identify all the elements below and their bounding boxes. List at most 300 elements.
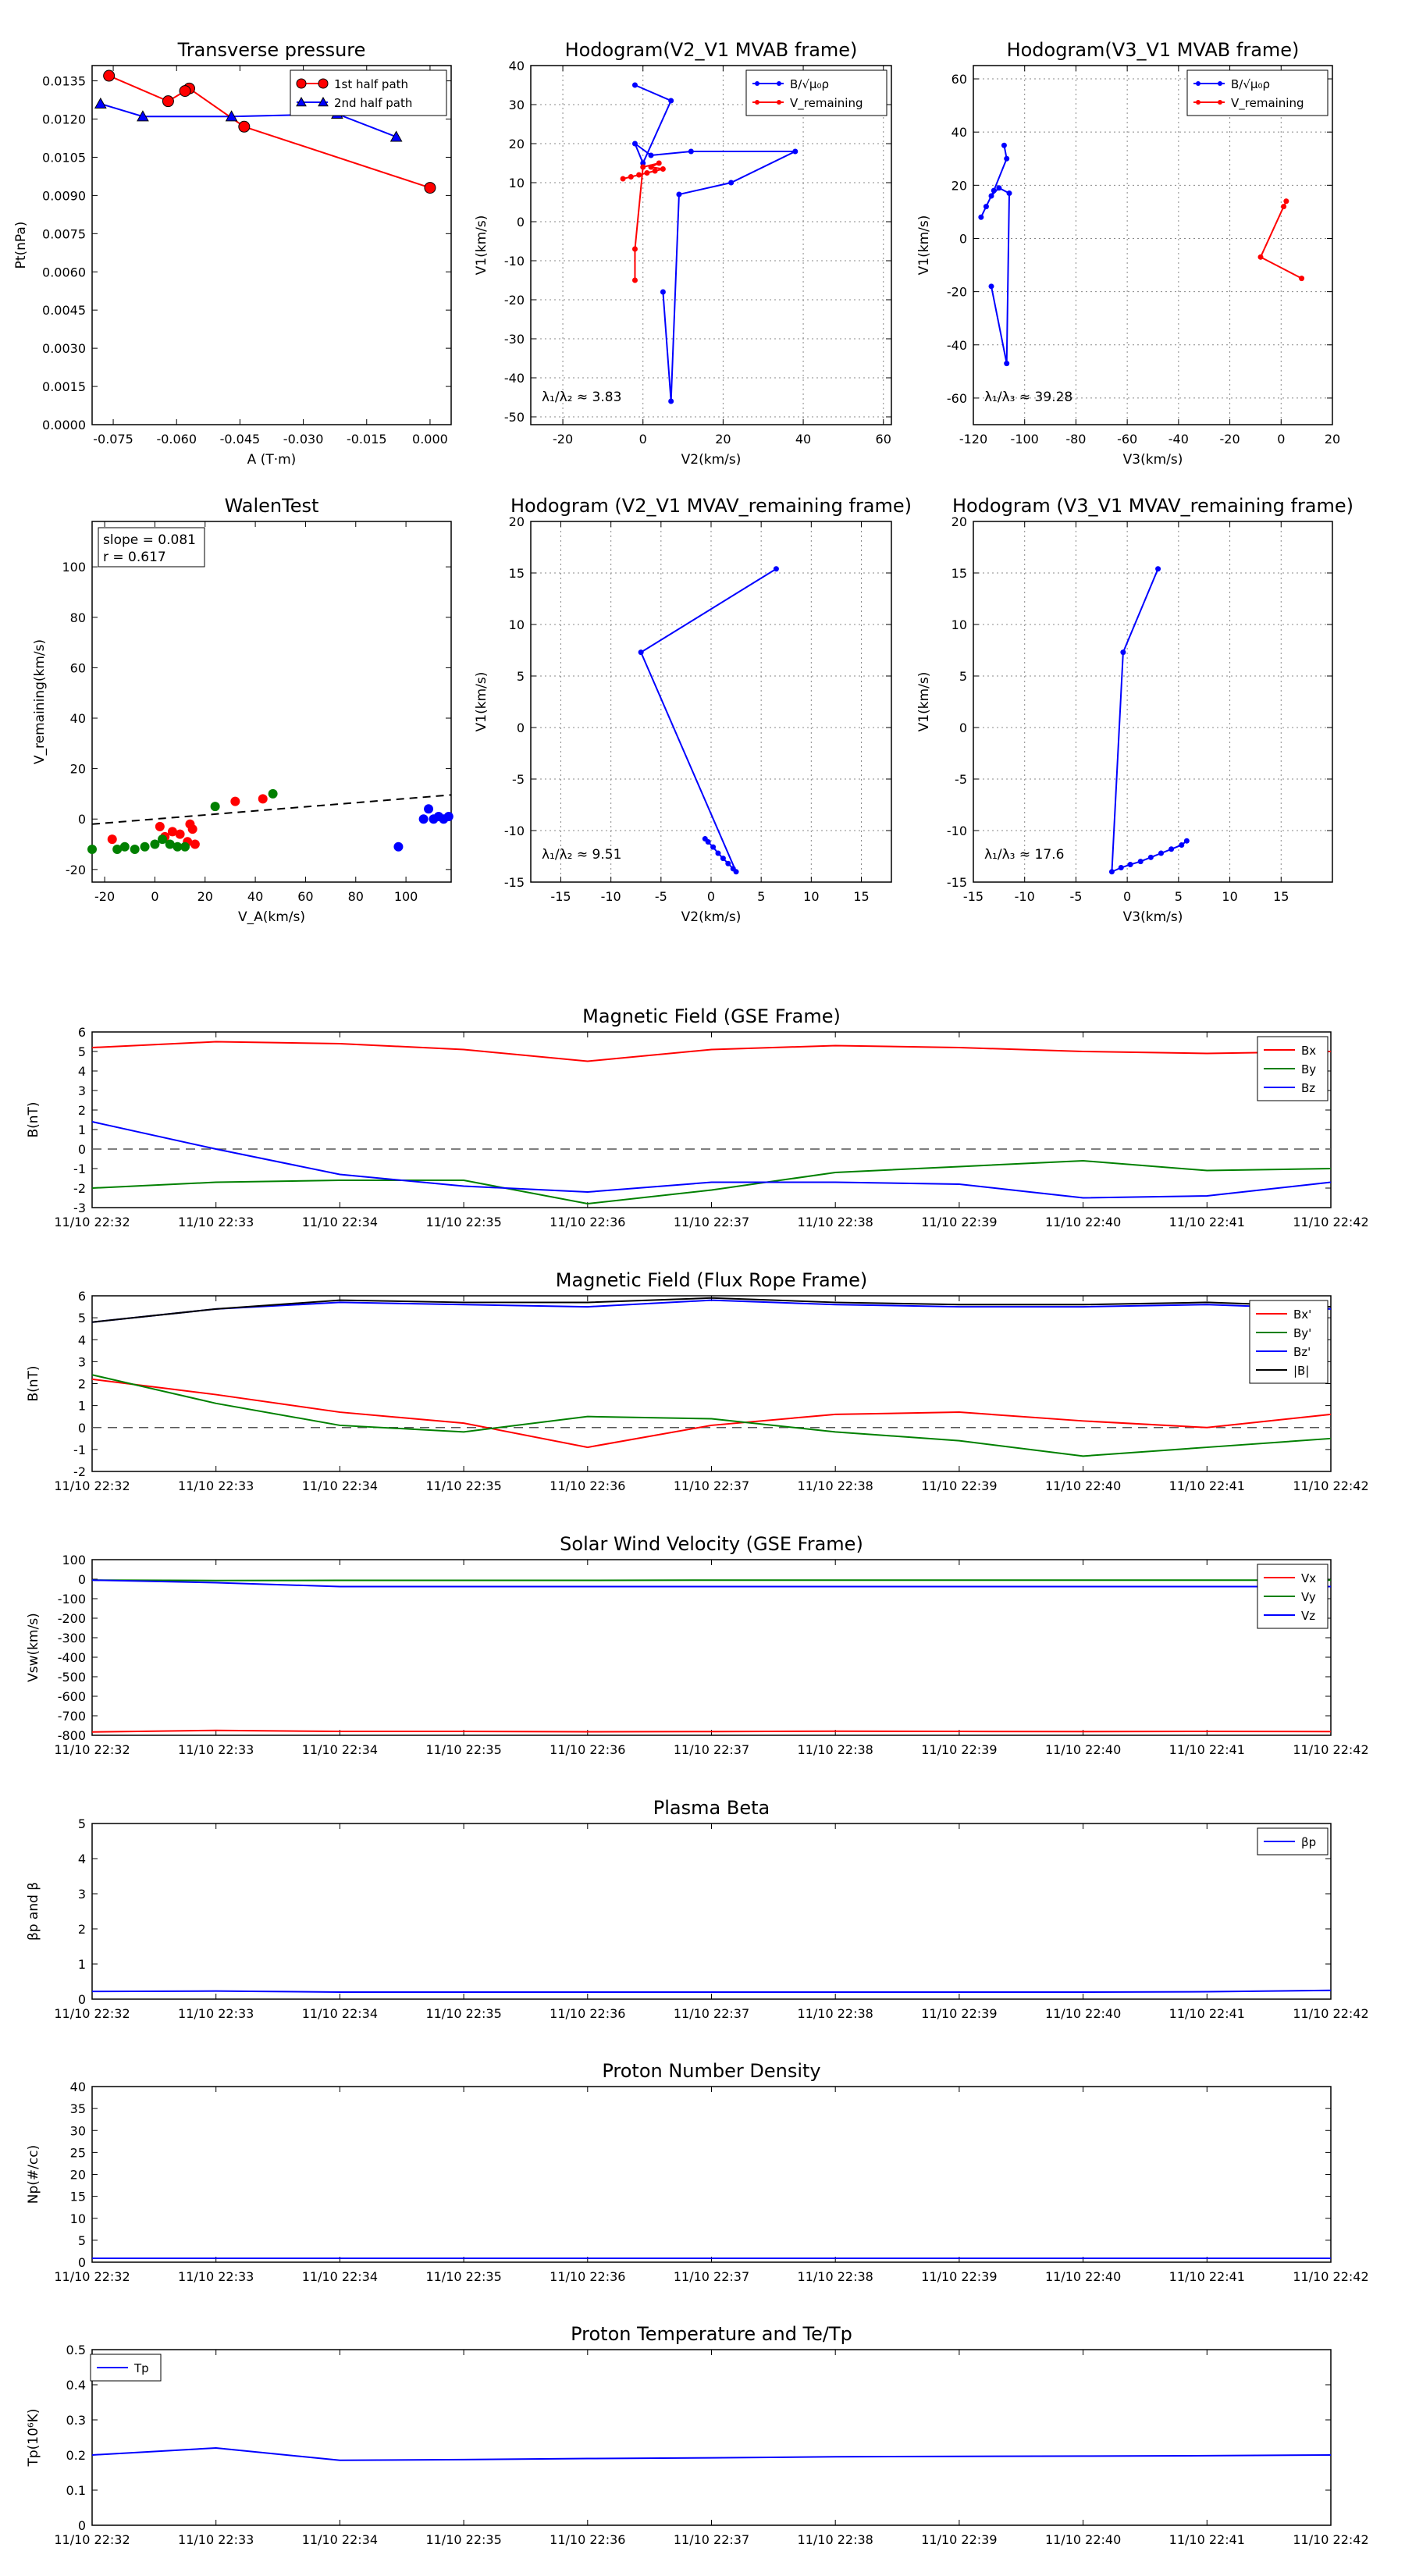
x-tick-label: -0.060: [156, 432, 197, 447]
y-tick-label: 10: [508, 176, 525, 190]
x-tick-label: 15: [853, 889, 870, 904]
y-tick-label: 0.0120: [42, 112, 86, 127]
chart-mag_gse: [26, 1005, 1369, 1229]
y-tick-label: 40: [951, 125, 967, 141]
time-tick-label: 11/10 22:34: [301, 1215, 379, 1229]
x-axis-label: V3(km/s): [1122, 909, 1183, 925]
y-tick-label: 0.0060: [42, 265, 86, 280]
x-tick-label: -10: [1014, 889, 1035, 904]
y-tick-label: 3: [77, 1083, 86, 1098]
legend-label: Vx: [1301, 1571, 1317, 1585]
data-point: [180, 842, 190, 852]
x-tick-label: 10: [1222, 889, 1238, 904]
y-tick-label: 1: [77, 1123, 86, 1137]
x-tick-label: -20: [552, 432, 574, 447]
y-tick-label: 10: [69, 2211, 86, 2226]
y-tick-label: 0.0045: [42, 303, 86, 318]
data-point: [777, 81, 781, 86]
fit-line: [92, 795, 451, 824]
plot-frame: [531, 521, 891, 882]
data-point: [1218, 81, 1222, 86]
series-line: [981, 145, 1009, 363]
time-tick-label: 11/10 22:34: [301, 2269, 379, 2284]
y-tick-label: 2: [77, 1103, 86, 1118]
y-tick-label: 5: [516, 669, 525, 684]
data-point: [130, 845, 140, 854]
y-tick-label: 0.0075: [42, 226, 86, 242]
y-tick-label: -30: [503, 332, 525, 347]
time-tick-label: 11/10 22:37: [673, 1215, 750, 1229]
time-tick-label: 11/10 22:32: [54, 2532, 130, 2547]
data-point: [1196, 81, 1200, 86]
y-tick-label: 15: [69, 2189, 86, 2204]
time-tick-label: 11/10 22:39: [921, 2269, 998, 2284]
data-point: [1128, 862, 1133, 867]
data-point: [1155, 566, 1161, 571]
time-tick-label: 11/10 22:41: [1168, 2006, 1245, 2021]
legend-label: Bz': [1293, 1345, 1311, 1359]
legend-label: B/√μ₀ρ: [790, 77, 829, 91]
time-tick-label: 11/10 22:35: [425, 2269, 502, 2284]
x-tick-label: 80: [347, 889, 364, 904]
data-point: [391, 131, 402, 141]
y-tick-label: 0: [516, 215, 525, 229]
chart-tpt: [26, 2323, 1369, 2547]
y-tick-label: 40: [69, 2080, 86, 2094]
data-point: [755, 81, 759, 86]
data-point: [731, 866, 736, 871]
x-tick-label: -0.075: [93, 432, 133, 447]
data-point: [1258, 254, 1264, 260]
legend-label: Vy: [1301, 1590, 1316, 1604]
y-tick-label: -3: [73, 1201, 86, 1215]
plot-frame: [973, 66, 1332, 425]
y-tick-label: 5: [77, 1311, 86, 1326]
time-tick-label: 11/10 22:41: [1168, 1215, 1245, 1229]
time-tick-label: 11/10 22:40: [1044, 2006, 1122, 2021]
y-tick-label: -50: [503, 410, 525, 425]
eigen-ratio-label: λ₁/λ₂ ≈ 3.83: [542, 390, 622, 405]
y-tick-label: 0: [77, 2255, 86, 2270]
chart-tp: [13, 39, 451, 468]
x-tick-label: -10: [600, 889, 621, 904]
y-tick-label: 1: [77, 1398, 86, 1414]
data-point: [1007, 190, 1012, 196]
data-point: [190, 840, 200, 849]
y-tick-label: 4: [77, 1332, 86, 1348]
legend-label: B/√μ₀ρ: [1231, 77, 1270, 91]
chart-walen: [32, 495, 454, 925]
x-tick-label: 100: [393, 889, 418, 904]
time-tick-label: 11/10 22:33: [178, 2269, 254, 2284]
data-point: [1283, 198, 1289, 204]
data-point: [632, 141, 638, 147]
time-tick-label: 11/10 22:36: [550, 2269, 626, 2284]
chart-h31: [916, 39, 1340, 468]
data-point: [108, 834, 117, 844]
chart-beta: [26, 1797, 1369, 2021]
data-point: [638, 649, 644, 655]
time-tick-label: 11/10 22:40: [1044, 2532, 1122, 2547]
x-tick-label: 5: [757, 889, 766, 904]
y-tick-label: -5: [512, 772, 525, 787]
chart-title: Proton Number Density: [602, 2060, 821, 2082]
y-tick-label: 20: [69, 761, 86, 777]
time-tick-label: 11/10 22:39: [921, 2532, 998, 2547]
chart-np: [26, 2060, 1369, 2284]
y-tick-label: 30: [508, 98, 525, 112]
time-tick-label: 11/10 22:37: [673, 2006, 750, 2021]
data-point: [1109, 869, 1115, 874]
y-tick-label: 0: [959, 231, 967, 247]
time-tick-label: 11/10 22:41: [1168, 2269, 1245, 2284]
chart-title: Solar Wind Velocity (GSE Frame): [560, 1533, 863, 1555]
x-tick-label: -15: [550, 889, 571, 904]
time-tick-label: 11/10 22:42: [1293, 1478, 1369, 1493]
chart-title: Hodogram(V3_V1 MVAB frame): [1006, 39, 1300, 61]
legend-label: 1st half path: [334, 77, 409, 91]
time-tick-label: 11/10 22:39: [921, 1742, 998, 1757]
data-point: [425, 183, 436, 194]
y-tick-label: 2: [77, 1376, 86, 1392]
y-tick-label: 0.0135: [42, 73, 86, 89]
time-tick-label: 11/10 22:40: [1044, 2269, 1122, 2284]
y-tick-label: 2: [77, 1922, 86, 1937]
legend-label: By': [1293, 1326, 1312, 1340]
time-tick-label: 11/10 22:38: [797, 1215, 873, 1229]
y-tick-label: -100: [57, 1592, 86, 1606]
y-tick-label: -600: [57, 1689, 86, 1704]
data-point: [649, 165, 654, 170]
data-point: [989, 283, 994, 289]
data-point: [1004, 361, 1009, 366]
data-point: [140, 842, 150, 852]
data-point: [640, 165, 646, 170]
data-point: [1218, 100, 1222, 105]
chart-h31r: [916, 495, 1353, 925]
time-tick-label: 11/10 22:33: [178, 1215, 254, 1229]
time-tick-label: 11/10 22:32: [54, 2269, 130, 2284]
time-tick-label: 11/10 22:33: [178, 2006, 254, 2021]
y-tick-label: 3: [77, 1354, 86, 1370]
time-tick-label: 11/10 22:42: [1293, 2269, 1369, 2284]
data-point: [660, 166, 666, 172]
data-point: [777, 100, 781, 105]
time-tick-label: 11/10 22:34: [301, 2532, 379, 2547]
legend-label: |B|: [1293, 1364, 1310, 1378]
y-axis-label: V1(km/s): [474, 671, 489, 732]
time-tick-label: 11/10 22:35: [425, 1478, 502, 1493]
y-tick-label: 60: [69, 660, 86, 676]
y-tick-label: 20: [508, 514, 525, 529]
data-point: [668, 98, 674, 104]
y-axis-label: V_remaining(km/s): [32, 639, 48, 765]
chart-title: Transverse pressure: [177, 39, 366, 61]
eigen-ratio-label: λ₁/λ₂ ≈ 9.51: [542, 847, 622, 863]
eigen-ratio-label: λ₁/λ₃ ≈ 39.28: [984, 390, 1073, 405]
y-tick-label: 5: [77, 1816, 86, 1831]
data-point: [996, 185, 1001, 190]
data-point: [720, 856, 726, 861]
y-tick-label: 0: [959, 720, 967, 735]
time-tick-label: 11/10 22:36: [550, 1215, 626, 1229]
x-tick-label: 0.000: [412, 432, 448, 447]
data-point: [297, 79, 306, 88]
data-point: [991, 188, 997, 194]
x-tick-label: -5: [1069, 889, 1083, 904]
legend-label: Vz: [1301, 1609, 1316, 1623]
time-tick-label: 11/10 22:40: [1044, 1478, 1122, 1493]
chart-title: Hodogram (V2_V1 MVAV_remaining frame): [510, 495, 912, 517]
series-line: [92, 1991, 1331, 1992]
y-tick-label: -1: [73, 1162, 86, 1176]
y-tick-label: 15: [951, 566, 967, 581]
legend-label: βp: [1301, 1835, 1317, 1849]
y-tick-label: -5: [955, 772, 967, 787]
chart-title: WalenTest: [224, 495, 319, 517]
chart-title: Hodogram (V3_V1 MVAV_remaining frame): [951, 495, 1354, 517]
time-tick-label: 11/10 22:36: [550, 2532, 626, 2547]
legend-label: Tp: [134, 2361, 149, 2375]
y-tick-label: -2: [73, 1464, 86, 1479]
time-tick-label: 11/10 22:39: [921, 1215, 998, 1229]
time-tick-label: 11/10 22:35: [425, 2006, 502, 2021]
data-point: [725, 861, 731, 866]
y-tick-label: -15: [503, 875, 525, 890]
y-axis-label: V1(km/s): [916, 671, 932, 732]
data-point: [649, 153, 654, 158]
data-point: [632, 247, 638, 252]
data-point: [632, 278, 638, 283]
data-point: [715, 851, 720, 856]
time-tick-label: 11/10 22:38: [797, 2269, 873, 2284]
time-tick-label: 11/10 22:32: [54, 1742, 130, 1757]
chart-title: Magnetic Field (GSE Frame): [582, 1005, 841, 1027]
time-tick-label: 11/10 22:41: [1168, 1478, 1245, 1493]
y-tick-label: 0: [516, 720, 525, 735]
y-tick-label: 5: [77, 1044, 86, 1059]
y-tick-label: -400: [57, 1650, 86, 1665]
y-tick-label: 100: [62, 560, 86, 575]
data-point: [978, 215, 984, 220]
x-tick-label: 0: [1123, 889, 1132, 904]
y-tick-label: 5: [959, 669, 967, 684]
y-tick-label: -800: [57, 1728, 86, 1743]
time-tick-label: 11/10 22:41: [1168, 1742, 1245, 1757]
data-point: [211, 802, 220, 811]
time-tick-label: 11/10 22:36: [550, 2006, 626, 2021]
y-axis-label: βp and β: [26, 1881, 41, 1941]
chart-title: Magnetic Field (Flux Rope Frame): [555, 1269, 868, 1291]
x-tick-label: 60: [297, 889, 314, 904]
chart-title: Proton Temperature and Te/Tp: [571, 2323, 852, 2345]
y-tick-label: 10: [951, 617, 967, 632]
data-point: [269, 789, 278, 799]
x-tick-label: -120: [959, 432, 988, 447]
series-line: [92, 1122, 1331, 1198]
data-point: [176, 830, 185, 839]
legend-label: 2nd half path: [334, 96, 413, 110]
data-point: [1281, 204, 1286, 209]
x-axis-label: V3(km/s): [1122, 452, 1183, 468]
data-point: [621, 176, 626, 182]
time-tick-label: 11/10 22:33: [178, 1742, 254, 1757]
chart-mag_fr: [26, 1269, 1369, 1493]
y-tick-label: 35: [69, 2101, 86, 2117]
data-point: [230, 797, 240, 806]
data-point: [710, 845, 716, 850]
y-tick-label: 20: [508, 137, 525, 151]
y-tick-label: 5: [77, 2233, 86, 2248]
series-line: [92, 1580, 1331, 1581]
stats-label: r = 0.617: [103, 550, 166, 565]
x-tick-label: -0.015: [346, 432, 387, 447]
y-tick-label: 60: [951, 72, 967, 87]
y-tick-label: 4: [77, 1064, 86, 1079]
y-axis-label: Vsw(km/s): [26, 1613, 41, 1682]
y-tick-label: 40: [69, 711, 86, 726]
data-point: [95, 98, 106, 109]
x-tick-label: 0: [706, 889, 716, 904]
data-point: [1004, 156, 1009, 162]
y-tick-label: 0.0015: [42, 379, 86, 395]
y-tick-label: 80: [69, 610, 86, 625]
x-tick-label: 5: [1174, 889, 1183, 904]
y-axis-label: B(nT): [26, 1365, 41, 1402]
time-tick-label: 11/10 22:37: [673, 1478, 750, 1493]
y-tick-label: 30: [69, 2123, 86, 2139]
data-point: [1179, 842, 1184, 848]
x-tick-label: 20: [715, 432, 731, 447]
y-tick-label: 4: [77, 1852, 86, 1866]
data-point: [444, 812, 454, 821]
y-tick-label: 15: [508, 566, 525, 581]
time-tick-label: 11/10 22:37: [673, 2269, 750, 2284]
y-tick-label: -20: [503, 293, 525, 308]
series-line: [92, 1298, 1331, 1322]
x-tick-label: -80: [1065, 432, 1087, 447]
data-point: [702, 836, 708, 841]
legend-label: Bx: [1301, 1044, 1317, 1058]
time-tick-label: 11/10 22:35: [425, 2532, 502, 2547]
y-axis-label: V1(km/s): [474, 215, 489, 276]
x-axis-label: V2(km/s): [681, 909, 742, 925]
data-point: [155, 822, 165, 831]
y-axis-label: Pt(nPa): [13, 221, 29, 269]
y-tick-label: 10: [508, 617, 525, 632]
x-tick-label: 40: [795, 432, 812, 447]
x-tick-label: -60: [1117, 432, 1138, 447]
data-point: [656, 161, 662, 166]
time-tick-label: 11/10 22:33: [178, 1478, 254, 1493]
data-point: [989, 193, 994, 198]
x-tick-label: -5: [654, 889, 667, 904]
time-tick-label: 11/10 22:34: [301, 1742, 379, 1757]
x-tick-label: -40: [1168, 432, 1189, 447]
data-point: [1299, 276, 1304, 281]
time-tick-label: 11/10 22:42: [1293, 1742, 1369, 1757]
chart-h21r: [474, 495, 912, 925]
y-tick-label: 0: [77, 1992, 86, 2007]
x-tick-label: -20: [94, 889, 116, 904]
data-point: [188, 824, 197, 834]
data-point: [393, 842, 403, 852]
time-tick-label: 11/10 22:39: [921, 2006, 998, 2021]
time-tick-label: 11/10 22:41: [1168, 2532, 1245, 2547]
x-tick-label: 0: [638, 432, 647, 447]
y-tick-label: -20: [65, 862, 86, 877]
time-tick-label: 11/10 22:40: [1044, 1742, 1122, 1757]
chart-title: Hodogram(V2_V1 MVAB frame): [564, 39, 858, 61]
y-tick-label: 0: [77, 1142, 86, 1157]
data-point: [653, 169, 658, 174]
legend-label: V_remaining: [1231, 96, 1304, 110]
y-tick-label: 40: [508, 59, 525, 73]
series-line: [92, 2448, 1331, 2460]
x-tick-label: -15: [962, 889, 984, 904]
time-tick-label: 11/10 22:32: [54, 1478, 130, 1493]
x-axis-label: A (T·m): [247, 452, 297, 468]
data-point: [104, 70, 115, 81]
data-point: [424, 804, 433, 813]
x-tick-label: 0: [151, 889, 159, 904]
y-tick-label: -20: [946, 284, 967, 300]
legend-label: Bz: [1301, 1081, 1316, 1095]
time-tick-label: 11/10 22:39: [921, 1478, 998, 1493]
y-tick-label: -2: [73, 1181, 86, 1196]
data-point: [1148, 855, 1154, 860]
y-tick-label: -500: [57, 1670, 86, 1685]
time-tick-label: 11/10 22:32: [54, 2006, 130, 2021]
x-tick-label: 10: [803, 889, 820, 904]
eigen-ratio-label: λ₁/λ₃ ≈ 17.6: [984, 847, 1065, 863]
time-tick-label: 11/10 22:42: [1293, 2532, 1369, 2547]
data-point: [1158, 851, 1164, 856]
plot-frame: [92, 2087, 1331, 2262]
data-point: [318, 79, 328, 88]
y-tick-label: 6: [77, 1289, 86, 1304]
time-tick-label: 11/10 22:34: [301, 1478, 379, 1493]
series-line: [92, 1375, 1331, 1456]
time-tick-label: 11/10 22:36: [550, 1742, 626, 1757]
y-tick-label: 0: [77, 1572, 86, 1587]
y-tick-label: 0.0000: [42, 418, 86, 432]
y-tick-label: -10: [946, 824, 967, 838]
plot-frame: [531, 66, 891, 425]
x-tick-label: 15: [1273, 889, 1289, 904]
data-point: [419, 814, 429, 824]
data-point: [162, 96, 173, 107]
x-axis-label: V_A(km/s): [237, 909, 306, 925]
data-point: [1119, 865, 1124, 870]
time-tick-label: 11/10 22:35: [425, 1742, 502, 1757]
time-tick-label: 11/10 22:36: [550, 1478, 626, 1493]
series-line: [92, 1042, 1331, 1062]
data-point: [636, 173, 642, 178]
y-tick-label: 0.0105: [42, 150, 86, 165]
legend-box: [1250, 1300, 1328, 1383]
x-tick-label: -100: [1010, 432, 1039, 447]
y-tick-label: 3: [77, 1887, 86, 1902]
y-axis-label: B(nT): [26, 1101, 41, 1138]
series-line: [92, 1379, 1331, 1447]
time-tick-label: 11/10 22:32: [54, 1215, 130, 1229]
data-point: [774, 566, 779, 571]
y-tick-label: -15: [946, 875, 967, 890]
data-point: [728, 180, 734, 186]
x-tick-label: 0: [1277, 432, 1286, 447]
y-tick-label: -10: [503, 254, 525, 269]
